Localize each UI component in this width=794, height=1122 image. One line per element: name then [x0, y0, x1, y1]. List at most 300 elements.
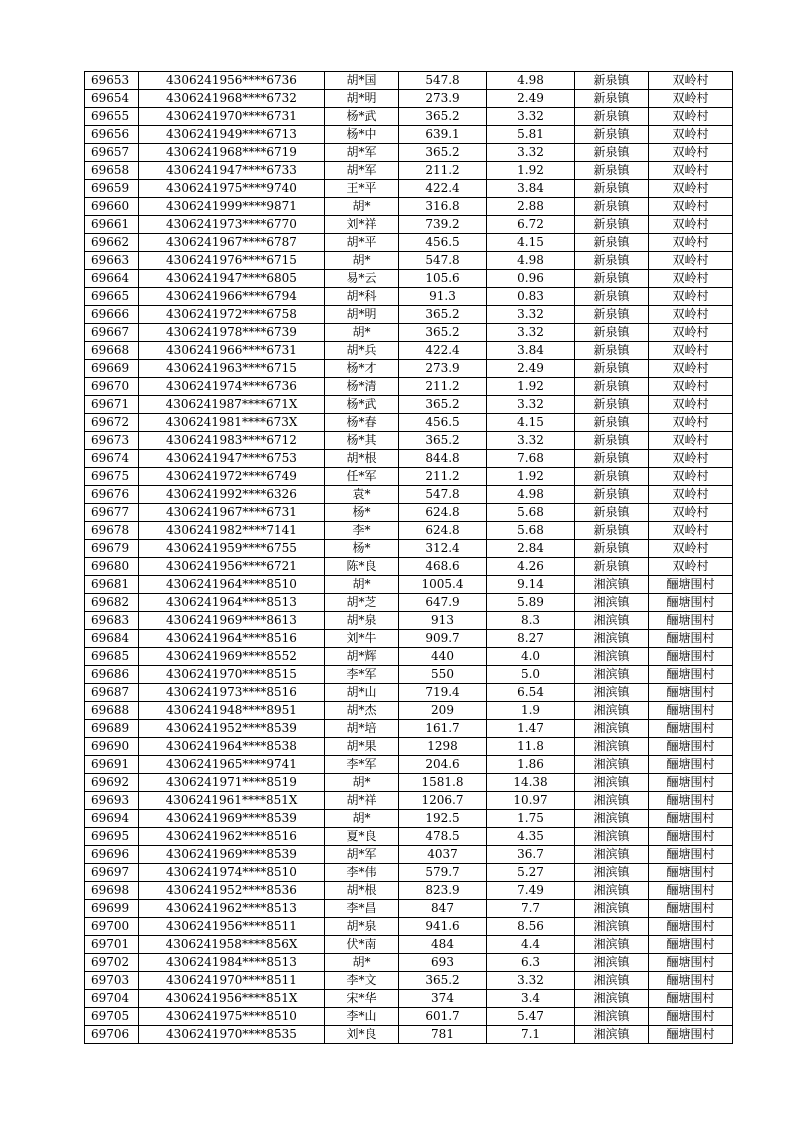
amount-cell: 456.5	[399, 414, 487, 432]
id-number-cell: 4306241947****6805	[139, 270, 325, 288]
table-row	[85, 216, 733, 234]
row-id-cell: 69678	[85, 522, 139, 540]
person-name-cell: 胡*	[325, 576, 399, 594]
id-number-cell: 4306241952****8539	[139, 720, 325, 738]
amount-cell: 365.2	[399, 306, 487, 324]
village-cell: 双岭村	[649, 450, 733, 468]
person-name-cell: 胡*杰	[325, 702, 399, 720]
row-id-cell: 69699	[85, 900, 139, 918]
table-row	[85, 72, 733, 90]
person-name-cell: 胡*根	[325, 450, 399, 468]
row-id-cell: 69673	[85, 432, 139, 450]
person-name-cell: 杨*武	[325, 108, 399, 126]
village-cell: 双岭村	[649, 162, 733, 180]
id-number-cell: 4306241948****8951	[139, 702, 325, 720]
village-cell: 酾塘围村	[649, 702, 733, 720]
town-cell: 湘滨镇	[575, 864, 649, 882]
village-cell: 酾塘围村	[649, 684, 733, 702]
id-number-cell: 4306241964****8513	[139, 594, 325, 612]
area-cell: 2.88	[487, 198, 575, 216]
amount-cell: 719.4	[399, 684, 487, 702]
area-cell: 1.47	[487, 720, 575, 738]
village-cell: 酾塘围村	[649, 882, 733, 900]
table-row	[85, 486, 733, 504]
person-name-cell: 刘*牛	[325, 630, 399, 648]
area-cell: 6.72	[487, 216, 575, 234]
table-row	[85, 648, 733, 666]
table-row	[85, 576, 733, 594]
village-cell: 酾塘围村	[649, 666, 733, 684]
row-id-cell: 69683	[85, 612, 139, 630]
person-name-cell: 胡*科	[325, 288, 399, 306]
row-id-cell: 69668	[85, 342, 139, 360]
id-number-cell: 4306241968****6719	[139, 144, 325, 162]
town-cell: 湘滨镇	[575, 612, 649, 630]
id-number-cell: 4306241964****8538	[139, 738, 325, 756]
row-id-cell: 69666	[85, 306, 139, 324]
town-cell: 湘滨镇	[575, 738, 649, 756]
id-number-cell: 4306241962****8516	[139, 828, 325, 846]
village-cell: 双岭村	[649, 72, 733, 90]
area-cell: 1.92	[487, 468, 575, 486]
area-cell: 3.4	[487, 990, 575, 1008]
id-number-cell: 4306241969****8552	[139, 648, 325, 666]
town-cell: 湘滨镇	[575, 882, 649, 900]
id-number-cell: 4306241959****6755	[139, 540, 325, 558]
table-row	[85, 234, 733, 252]
id-number-cell: 4306241984****8513	[139, 954, 325, 972]
area-cell: 8.56	[487, 918, 575, 936]
village-cell: 双岭村	[649, 324, 733, 342]
row-id-cell: 69656	[85, 126, 139, 144]
table-row	[85, 1026, 733, 1044]
area-cell: 7.7	[487, 900, 575, 918]
table-row	[85, 396, 733, 414]
village-cell: 酾塘围村	[649, 720, 733, 738]
town-cell: 新泉镇	[575, 414, 649, 432]
person-name-cell: 伏*南	[325, 936, 399, 954]
town-cell: 湘滨镇	[575, 846, 649, 864]
row-id-cell: 69670	[85, 378, 139, 396]
row-id-cell: 69701	[85, 936, 139, 954]
amount-cell: 211.2	[399, 162, 487, 180]
table-row	[85, 936, 733, 954]
person-name-cell: 胡*国	[325, 72, 399, 90]
amount-cell: 823.9	[399, 882, 487, 900]
id-number-cell: 4306241967****6731	[139, 504, 325, 522]
person-name-cell: 胡*兵	[325, 342, 399, 360]
area-cell: 3.32	[487, 396, 575, 414]
id-number-cell: 4306241974****8510	[139, 864, 325, 882]
amount-cell: 624.8	[399, 522, 487, 540]
area-cell: 2.49	[487, 90, 575, 108]
person-name-cell: 李*文	[325, 972, 399, 990]
amount-cell: 468.6	[399, 558, 487, 576]
village-cell: 酾塘围村	[649, 864, 733, 882]
person-name-cell: 胡*军	[325, 846, 399, 864]
town-cell: 湘滨镇	[575, 918, 649, 936]
id-number-cell: 4306241971****8519	[139, 774, 325, 792]
id-number-cell: 4306241967****6787	[139, 234, 325, 252]
person-name-cell: 刘*良	[325, 1026, 399, 1044]
table-row	[85, 144, 733, 162]
amount-cell: 273.9	[399, 90, 487, 108]
person-name-cell: 杨*	[325, 504, 399, 522]
area-cell: 1.9	[487, 702, 575, 720]
area-cell: 6.54	[487, 684, 575, 702]
table-row	[85, 594, 733, 612]
area-cell: 2.84	[487, 540, 575, 558]
id-number-cell: 4306241966****6731	[139, 342, 325, 360]
table-row	[85, 162, 733, 180]
person-name-cell: 胡*山	[325, 684, 399, 702]
village-cell: 双岭村	[649, 306, 733, 324]
amount-cell: 847	[399, 900, 487, 918]
village-cell: 酾塘围村	[649, 792, 733, 810]
amount-cell: 161.7	[399, 720, 487, 738]
table-row	[85, 828, 733, 846]
amount-cell: 365.2	[399, 396, 487, 414]
row-id-cell: 69661	[85, 216, 139, 234]
row-id-cell: 69702	[85, 954, 139, 972]
table-row	[85, 108, 733, 126]
table-row	[85, 684, 733, 702]
area-cell: 1.92	[487, 162, 575, 180]
village-cell: 双岭村	[649, 522, 733, 540]
table-row	[85, 288, 733, 306]
area-cell: 4.98	[487, 72, 575, 90]
village-cell: 双岭村	[649, 378, 733, 396]
row-id-cell: 69679	[85, 540, 139, 558]
person-name-cell: 陈*良	[325, 558, 399, 576]
area-cell: 4.98	[487, 486, 575, 504]
id-number-cell: 4306241975****9740	[139, 180, 325, 198]
village-cell: 双岭村	[649, 144, 733, 162]
person-name-cell: 李*山	[325, 1008, 399, 1026]
town-cell: 新泉镇	[575, 108, 649, 126]
row-id-cell: 69690	[85, 738, 139, 756]
town-cell: 湘滨镇	[575, 594, 649, 612]
id-number-cell: 4306241973****6770	[139, 216, 325, 234]
row-id-cell: 69692	[85, 774, 139, 792]
table-row	[85, 180, 733, 198]
town-cell: 新泉镇	[575, 162, 649, 180]
village-cell: 双岭村	[649, 180, 733, 198]
amount-cell: 4037	[399, 846, 487, 864]
village-cell: 酾塘围村	[649, 846, 733, 864]
row-id-cell: 69664	[85, 270, 139, 288]
amount-cell: 550	[399, 666, 487, 684]
amount-cell: 1005.4	[399, 576, 487, 594]
amount-cell: 1298	[399, 738, 487, 756]
row-id-cell: 69686	[85, 666, 139, 684]
area-cell: 14.38	[487, 774, 575, 792]
town-cell: 新泉镇	[575, 522, 649, 540]
amount-cell: 693	[399, 954, 487, 972]
row-id-cell: 69680	[85, 558, 139, 576]
table-row	[85, 900, 733, 918]
town-cell: 新泉镇	[575, 306, 649, 324]
town-cell: 湘滨镇	[575, 810, 649, 828]
area-cell: 4.15	[487, 414, 575, 432]
table-row	[85, 846, 733, 864]
village-cell: 酾塘围村	[649, 900, 733, 918]
amount-cell: 211.2	[399, 378, 487, 396]
amount-cell: 365.2	[399, 972, 487, 990]
person-name-cell: 胡*泉	[325, 918, 399, 936]
village-cell: 双岭村	[649, 270, 733, 288]
person-name-cell: 胡*芝	[325, 594, 399, 612]
area-cell: 1.92	[487, 378, 575, 396]
amount-cell: 579.7	[399, 864, 487, 882]
row-id-cell: 69663	[85, 252, 139, 270]
area-cell: 1.75	[487, 810, 575, 828]
amount-cell: 547.8	[399, 72, 487, 90]
amount-cell: 440	[399, 648, 487, 666]
village-cell: 酾塘围村	[649, 1008, 733, 1026]
row-id-cell: 69685	[85, 648, 139, 666]
row-id-cell: 69700	[85, 918, 139, 936]
person-name-cell: 胡*明	[325, 90, 399, 108]
area-cell: 8.3	[487, 612, 575, 630]
row-id-cell: 69704	[85, 990, 139, 1008]
amount-cell: 478.5	[399, 828, 487, 846]
row-id-cell: 69653	[85, 72, 139, 90]
row-id-cell: 69669	[85, 360, 139, 378]
id-number-cell: 4306241962****8513	[139, 900, 325, 918]
village-cell: 双岭村	[649, 342, 733, 360]
row-id-cell: 69706	[85, 1026, 139, 1044]
person-name-cell: 杨*其	[325, 432, 399, 450]
table-row	[85, 774, 733, 792]
row-id-cell: 69665	[85, 288, 139, 306]
town-cell: 新泉镇	[575, 144, 649, 162]
amount-cell: 192.5	[399, 810, 487, 828]
area-cell: 1.86	[487, 756, 575, 774]
id-number-cell: 4306241969****8613	[139, 612, 325, 630]
person-name-cell: 李*伟	[325, 864, 399, 882]
town-cell: 湘滨镇	[575, 648, 649, 666]
village-cell: 双岭村	[649, 108, 733, 126]
area-cell: 6.3	[487, 954, 575, 972]
area-cell: 3.84	[487, 180, 575, 198]
area-cell: 3.32	[487, 306, 575, 324]
town-cell: 湘滨镇	[575, 720, 649, 738]
area-cell: 3.32	[487, 972, 575, 990]
row-id-cell: 69655	[85, 108, 139, 126]
area-cell: 5.47	[487, 1008, 575, 1026]
village-cell: 酾塘围村	[649, 936, 733, 954]
id-number-cell: 4306241961****851X	[139, 792, 325, 810]
person-name-cell: 杨*清	[325, 378, 399, 396]
id-number-cell: 4306241982****7141	[139, 522, 325, 540]
id-number-cell: 4306241999****9871	[139, 198, 325, 216]
town-cell: 新泉镇	[575, 252, 649, 270]
id-number-cell: 4306241972****6758	[139, 306, 325, 324]
id-number-cell: 4306241978****6739	[139, 324, 325, 342]
person-name-cell: 胡*果	[325, 738, 399, 756]
table-row	[85, 972, 733, 990]
amount-cell: 365.2	[399, 324, 487, 342]
amount-cell: 1581.8	[399, 774, 487, 792]
id-number-cell: 4306241973****8516	[139, 684, 325, 702]
village-cell: 双岭村	[649, 468, 733, 486]
person-name-cell: 袁*	[325, 486, 399, 504]
amount-cell: 209	[399, 702, 487, 720]
town-cell: 新泉镇	[575, 198, 649, 216]
village-cell: 双岭村	[649, 198, 733, 216]
row-id-cell: 69687	[85, 684, 139, 702]
town-cell: 湘滨镇	[575, 702, 649, 720]
amount-cell: 781	[399, 1026, 487, 1044]
town-cell: 新泉镇	[575, 378, 649, 396]
table-row	[85, 360, 733, 378]
area-cell: 0.83	[487, 288, 575, 306]
town-cell: 湘滨镇	[575, 576, 649, 594]
table-row	[85, 1008, 733, 1026]
row-id-cell: 69684	[85, 630, 139, 648]
row-id-cell: 69697	[85, 864, 139, 882]
amount-cell: 422.4	[399, 180, 487, 198]
table-row	[85, 504, 733, 522]
row-id-cell: 69657	[85, 144, 139, 162]
amount-cell: 374	[399, 990, 487, 1008]
row-id-cell: 69676	[85, 486, 139, 504]
person-name-cell: 胡*军	[325, 144, 399, 162]
village-cell: 酾塘围村	[649, 576, 733, 594]
amount-cell: 422.4	[399, 342, 487, 360]
table-row	[85, 864, 733, 882]
id-number-cell: 4306241970****8535	[139, 1026, 325, 1044]
town-cell: 新泉镇	[575, 468, 649, 486]
amount-cell: 639.1	[399, 126, 487, 144]
table-row	[85, 90, 733, 108]
area-cell: 5.81	[487, 126, 575, 144]
person-name-cell: 胡*泉	[325, 612, 399, 630]
person-name-cell: 任*军	[325, 468, 399, 486]
area-cell: 5.68	[487, 504, 575, 522]
amount-cell: 547.8	[399, 486, 487, 504]
person-name-cell: 李*昌	[325, 900, 399, 918]
amount-cell: 365.2	[399, 144, 487, 162]
area-cell: 8.27	[487, 630, 575, 648]
amount-cell: 484	[399, 936, 487, 954]
table-row	[85, 468, 733, 486]
town-cell: 新泉镇	[575, 396, 649, 414]
table-row	[85, 558, 733, 576]
area-cell: 2.49	[487, 360, 575, 378]
amount-cell: 624.8	[399, 504, 487, 522]
id-number-cell: 4306241972****6749	[139, 468, 325, 486]
records-table	[84, 71, 733, 1044]
id-number-cell: 4306241969****8539	[139, 846, 325, 864]
town-cell: 新泉镇	[575, 540, 649, 558]
town-cell: 湘滨镇	[575, 972, 649, 990]
area-cell: 3.32	[487, 108, 575, 126]
person-name-cell: 胡*	[325, 810, 399, 828]
amount-cell: 547.8	[399, 252, 487, 270]
row-id-cell: 69681	[85, 576, 139, 594]
amount-cell: 909.7	[399, 630, 487, 648]
person-name-cell: 胡*祥	[325, 792, 399, 810]
row-id-cell: 69658	[85, 162, 139, 180]
id-number-cell: 4306241964****8510	[139, 576, 325, 594]
person-name-cell: 宋*华	[325, 990, 399, 1008]
area-cell: 0.96	[487, 270, 575, 288]
id-number-cell: 4306241947****6733	[139, 162, 325, 180]
village-cell: 酾塘围村	[649, 774, 733, 792]
town-cell: 湘滨镇	[575, 954, 649, 972]
person-name-cell: 杨*春	[325, 414, 399, 432]
village-cell: 酾塘围村	[649, 594, 733, 612]
person-name-cell: 王*平	[325, 180, 399, 198]
table-row	[85, 630, 733, 648]
id-number-cell: 4306241965****9741	[139, 756, 325, 774]
id-number-cell: 4306241956****851X	[139, 990, 325, 1008]
town-cell: 新泉镇	[575, 486, 649, 504]
row-id-cell: 69688	[85, 702, 139, 720]
table-row	[85, 666, 733, 684]
area-cell: 11.8	[487, 738, 575, 756]
area-cell: 4.98	[487, 252, 575, 270]
table-row	[85, 792, 733, 810]
id-number-cell: 4306241983****6712	[139, 432, 325, 450]
table-row	[85, 990, 733, 1008]
row-id-cell: 69671	[85, 396, 139, 414]
town-cell: 新泉镇	[575, 432, 649, 450]
area-cell: 9.14	[487, 576, 575, 594]
amount-cell: 913	[399, 612, 487, 630]
village-cell: 双岭村	[649, 252, 733, 270]
town-cell: 湘滨镇	[575, 900, 649, 918]
village-cell: 酾塘围村	[649, 990, 733, 1008]
id-number-cell: 4306241976****6715	[139, 252, 325, 270]
person-name-cell: 杨*	[325, 540, 399, 558]
amount-cell: 1206.7	[399, 792, 487, 810]
town-cell: 新泉镇	[575, 180, 649, 198]
area-cell: 36.7	[487, 846, 575, 864]
amount-cell: 365.2	[399, 108, 487, 126]
table-row	[85, 414, 733, 432]
id-number-cell: 4306241956****6736	[139, 72, 325, 90]
area-cell: 5.89	[487, 594, 575, 612]
area-cell: 4.35	[487, 828, 575, 846]
table-row	[85, 198, 733, 216]
town-cell: 湘滨镇	[575, 1008, 649, 1026]
town-cell: 湘滨镇	[575, 684, 649, 702]
id-number-cell: 4306241970****8515	[139, 666, 325, 684]
person-name-cell: 胡*	[325, 198, 399, 216]
person-name-cell: 胡*	[325, 954, 399, 972]
town-cell: 湘滨镇	[575, 756, 649, 774]
row-id-cell: 69682	[85, 594, 139, 612]
row-id-cell: 69660	[85, 198, 139, 216]
amount-cell: 456.5	[399, 234, 487, 252]
id-number-cell: 4306241975****8510	[139, 1008, 325, 1026]
table-body	[85, 72, 733, 1044]
town-cell: 新泉镇	[575, 270, 649, 288]
person-name-cell: 杨*中	[325, 126, 399, 144]
area-cell: 3.32	[487, 324, 575, 342]
id-number-cell: 4306241956****6721	[139, 558, 325, 576]
person-name-cell: 胡*根	[325, 882, 399, 900]
row-id-cell: 69674	[85, 450, 139, 468]
id-number-cell: 4306241956****8511	[139, 918, 325, 936]
area-cell: 5.0	[487, 666, 575, 684]
town-cell: 新泉镇	[575, 234, 649, 252]
table-row	[85, 432, 733, 450]
person-name-cell: 胡*	[325, 774, 399, 792]
